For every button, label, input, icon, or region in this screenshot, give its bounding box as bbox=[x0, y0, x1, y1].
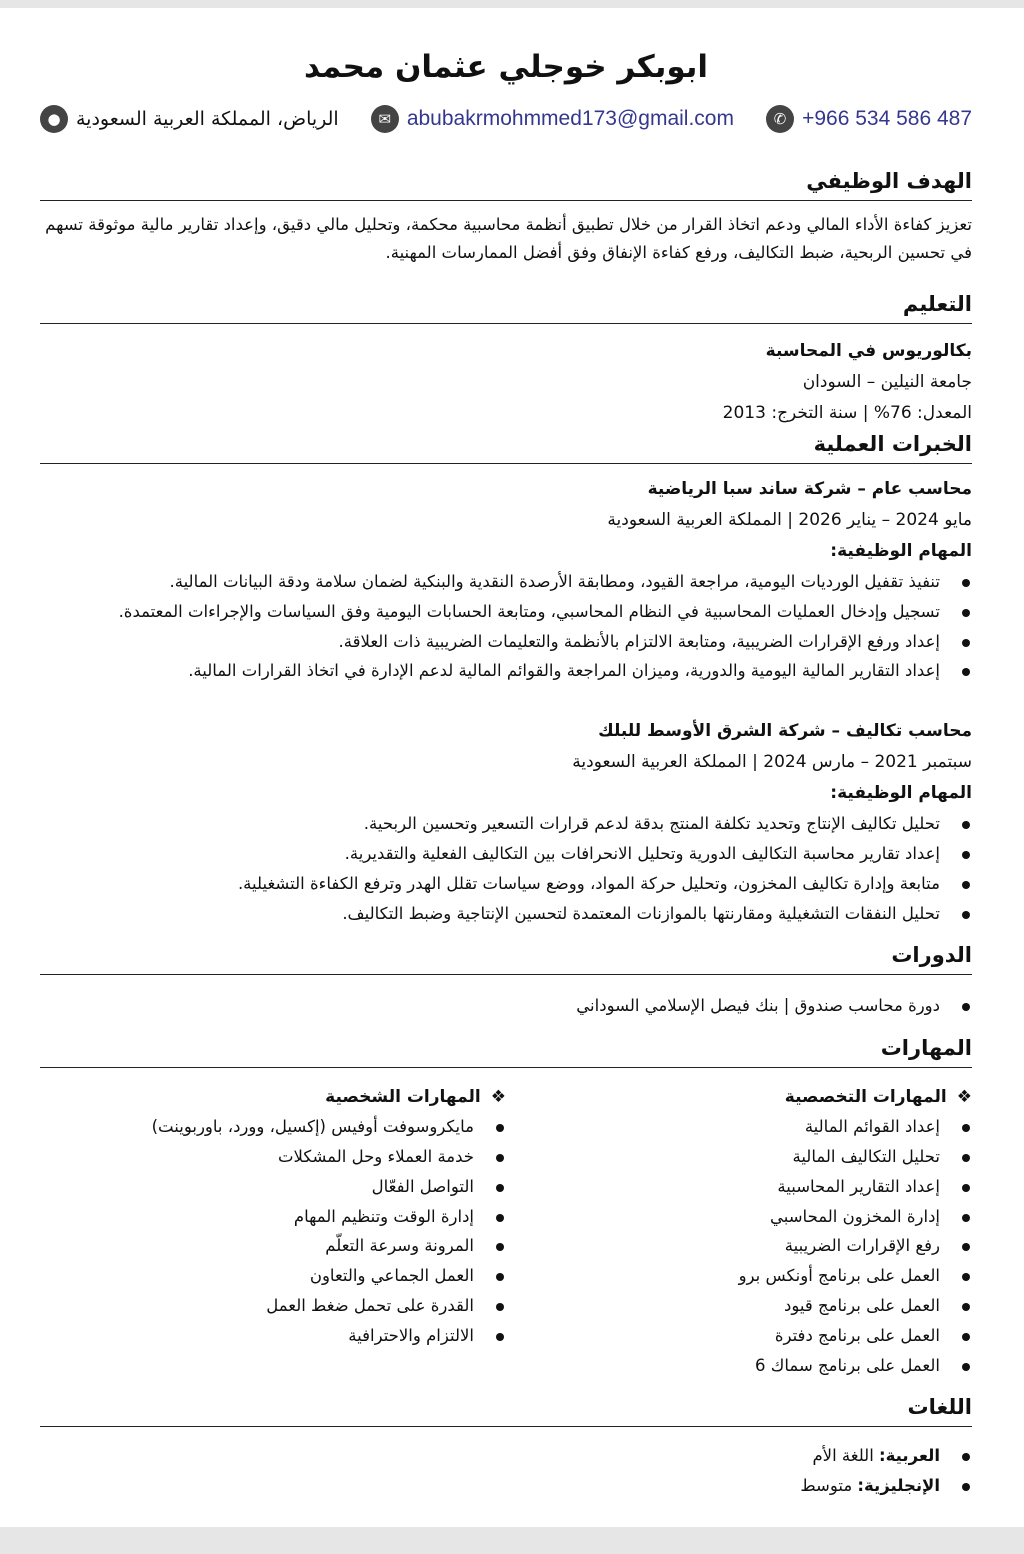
job-title: محاسب تكاليف – شركة الشرق الأوسط للبلك bbox=[598, 721, 972, 742]
section-courses: الدورات bbox=[40, 940, 972, 975]
degree: بكالوريوس في المحاسبة bbox=[765, 341, 972, 361]
list-item: الالتزام والاحترافية bbox=[40, 1321, 506, 1351]
tasks-label: المهام الوظيفية: bbox=[830, 541, 972, 561]
job-title: محاسب عام – شركة ساند سبا الرياضية bbox=[647, 479, 972, 499]
list-item: المرونة وسرعة التعلّم bbox=[40, 1231, 506, 1261]
list-item: رفع الإقرارات الضريبية bbox=[506, 1231, 972, 1261]
section-objective: الهدف الوظيفي bbox=[40, 166, 972, 201]
list-item: إعداد ورفع الإقرارات الضريبية، ومتابعة الالتزام بالأنظمة والتعليمات الضريبية ذات العلاقة. bbox=[40, 627, 972, 657]
subheading: المهارات الشخصية bbox=[325, 1087, 481, 1108]
contact-bar bbox=[40, 104, 972, 134]
list-item: دورة محاسب صندوق | بنك فيصل الإسلامي السوداني bbox=[40, 991, 972, 1021]
list-item: إعداد تقارير محاسبة التكاليف الدورية وتحليل الانحرافات بين التكاليف الفعلية والتقديرية. bbox=[40, 839, 972, 869]
list-item: إعداد التقارير المحاسبية bbox=[506, 1172, 972, 1202]
list-item: إدارة المخزون المحاسبي bbox=[506, 1202, 972, 1232]
objective-text: تعزيز كفاءة الأداء المالي ودعم اتخاذ القرار من خلال تطبيق أنظمة محاسبية محكمة، وتحليل مالي دقيق، وإعداد تقارير مالية موثوقة تسهم في تحسين الربحية، ضبط التكاليف، ورفع كفاءة الإنفاق وفق أفضل الممارسات المهنية. bbox=[45, 215, 972, 262]
technical-skills bbox=[506, 1082, 972, 1380]
list-item: القدرة على تحمل ضغط العمل bbox=[40, 1291, 506, 1321]
list-item bbox=[40, 1471, 972, 1501]
list-item: إعداد القوائم المالية bbox=[506, 1112, 972, 1142]
list-item: تحليل التكاليف المالية bbox=[506, 1142, 972, 1172]
language-level: متوسط bbox=[800, 1476, 853, 1496]
subheading: المهارات التخصصية bbox=[784, 1087, 947, 1108]
list-item: تنفيذ تقفيل الورديات اليومية، مراجعة القيود، ومطابقة الأرصدة النقدية والبنكية لضمان سلامة ودقة البيانات المالية. bbox=[40, 567, 972, 597]
candidate-name: ابوبكر خوجلي عثمان محمد bbox=[303, 49, 709, 85]
list-item: إدارة الوقت وتنظيم المهام bbox=[40, 1202, 506, 1232]
list-item: متابعة وإدارة تكاليف المخزون، وتحليل حركة المواد، ووضع سياسات تقلل الهدر وترفع الكفاءة التشغيلية. bbox=[40, 869, 972, 899]
language-level: اللغة الأم bbox=[812, 1446, 874, 1466]
gpa: المعدل: 76% | سنة التخرج: 2013 bbox=[722, 403, 972, 423]
list-item: تحليل النفقات التشغيلية ومقارنتها بالموازنات المعتمدة لتحسين الإنتاجية وضبط التكاليف. bbox=[40, 899, 972, 929]
list-item: خدمة العملاء وحل المشكلات bbox=[40, 1142, 506, 1172]
section-experience: الخبرات العملية bbox=[40, 429, 972, 464]
list-item: العمل على برنامج قيود bbox=[506, 1291, 972, 1321]
list-item: العمل على برنامج دفترة bbox=[506, 1321, 972, 1351]
personal-skills bbox=[40, 1082, 506, 1380]
email-icon: ✉ bbox=[371, 105, 399, 133]
list-item: مايكروسوفت أوفيس (إكسيل، وورد، باوربوينت) bbox=[40, 1112, 506, 1142]
phone-link[interactable]: +966 534 586 487 bbox=[802, 107, 972, 130]
job-dates: سبتمبر 2021 – مارس 2024 | المملكة العربية السعودية bbox=[572, 752, 972, 773]
job-dates: مايو 2024 – يناير 2026 | المملكة العربية السعودية bbox=[607, 510, 972, 530]
diamond-bullet-icon: ❖ bbox=[490, 1087, 506, 1108]
phone bbox=[766, 105, 972, 133]
language-name: العربية: bbox=[879, 1446, 940, 1466]
list-item: العمل على برنامج أونكس برو bbox=[506, 1261, 972, 1291]
list-item: تحليل تكاليف الإنتاج وتحديد تكلفة المنتج بدقة لدعم قرارات التسعير وتحسين الربحية. bbox=[40, 809, 972, 839]
resume-page bbox=[0, 8, 1024, 1527]
list-item: إعداد التقارير المالية اليومية والدورية، وميزان المراجعة والقوائم المالية لدعم الإدارة في اتخاذ القرارات المالية. bbox=[40, 656, 972, 686]
location bbox=[40, 105, 339, 133]
job bbox=[40, 716, 972, 928]
skills-columns bbox=[40, 1082, 972, 1380]
location-text: الرياض، المملكة العربية السعودية bbox=[76, 108, 339, 130]
language-name: الإنجليزية: bbox=[857, 1476, 940, 1496]
list-item: العمل الجماعي والتعاون bbox=[40, 1261, 506, 1291]
phone-icon: ✆ bbox=[766, 105, 794, 133]
email bbox=[371, 105, 734, 133]
list-item: تسجيل وإدخال العمليات المحاسبية في النظام المحاسبي، ومتابعة الحسابات اليومية وفق السياسات والإجراءات المعتمدة. bbox=[40, 597, 972, 627]
list-item: التواصل الفعّال bbox=[40, 1172, 506, 1202]
section-education: التعليم bbox=[40, 289, 972, 324]
email-link[interactable]: abubakrmohmmed173@gmail.com bbox=[406, 107, 734, 130]
diamond-bullet-icon: ❖ bbox=[956, 1087, 972, 1108]
section-skills: المهارات bbox=[40, 1033, 972, 1068]
list-item bbox=[40, 1441, 972, 1471]
section-languages: اللغات bbox=[40, 1392, 972, 1427]
university: جامعة النيلين – السودان bbox=[802, 372, 972, 392]
list-item: العمل على برنامج سماك 6 bbox=[506, 1351, 972, 1381]
tasks-label: المهام الوظيفية: bbox=[830, 783, 972, 804]
location-pin-icon: ● bbox=[40, 105, 68, 133]
job bbox=[40, 474, 972, 686]
